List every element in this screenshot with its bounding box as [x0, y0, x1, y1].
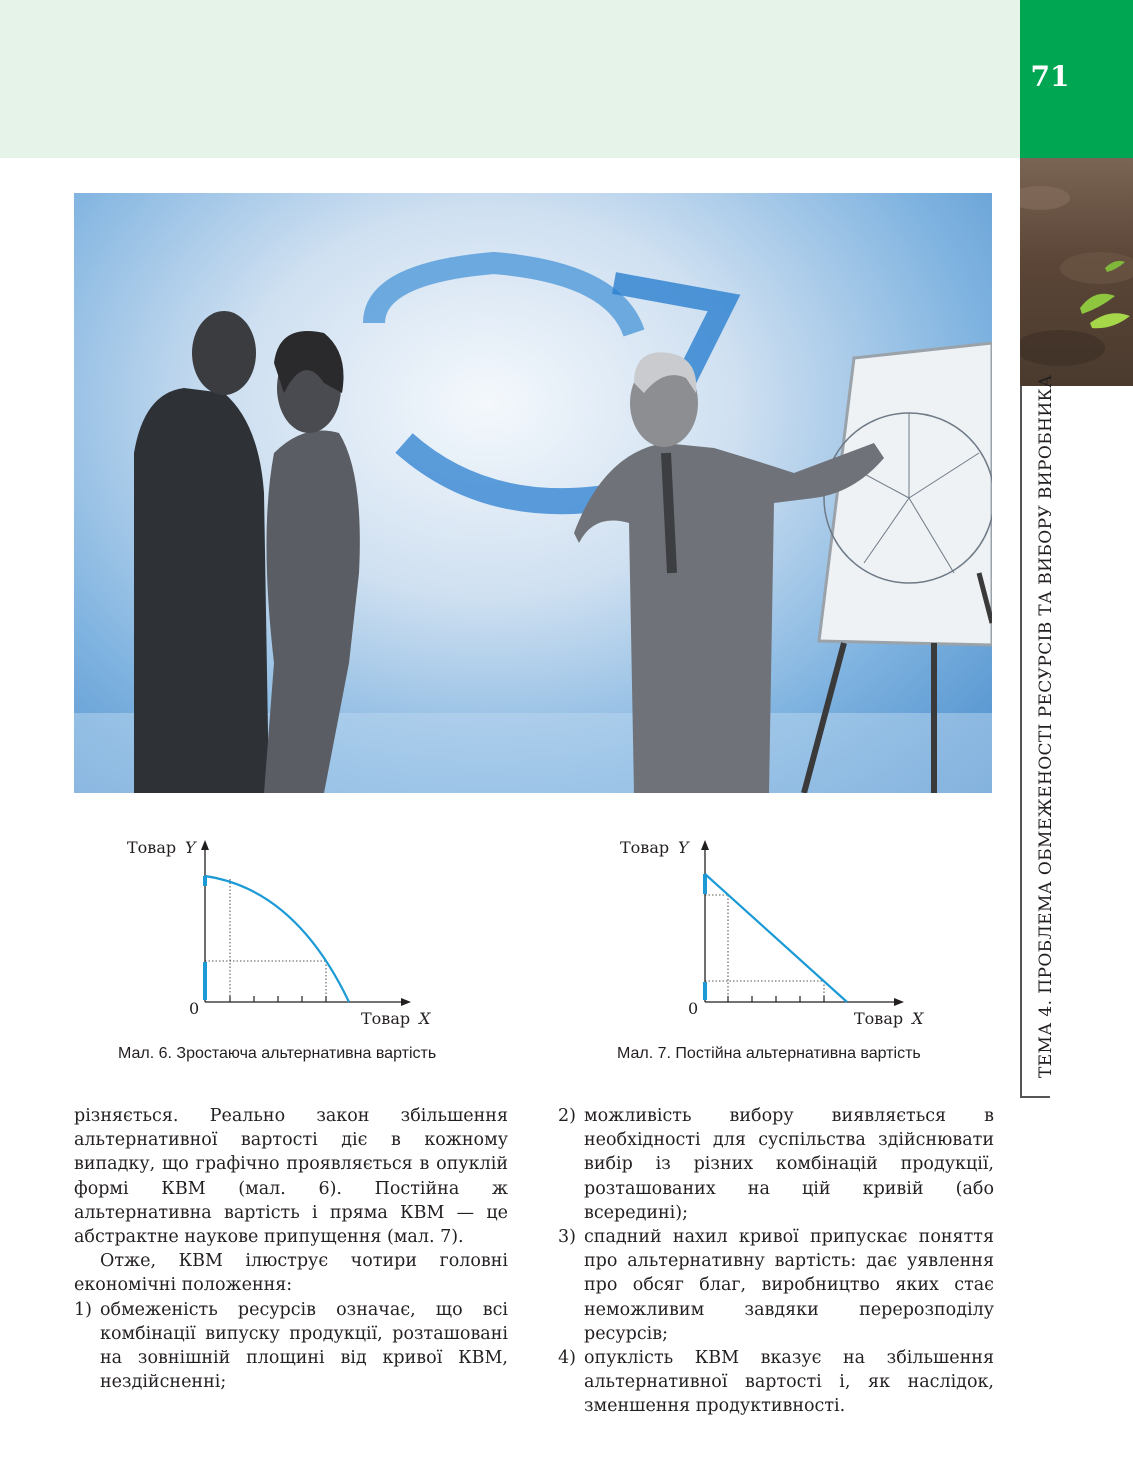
- header-band: [0, 0, 1020, 158]
- ppf-curve-concave: [205, 876, 349, 1002]
- list-item: [558, 1225, 994, 1346]
- list-number: 4): [558, 1348, 576, 1369]
- x-axis-var: X: [912, 1009, 924, 1028]
- list-item: [558, 1104, 994, 1225]
- paragraph: Отже, КВМ ілюструє чотири головні економічні положення:: [74, 1251, 508, 1296]
- y-axis-label: Товар: [620, 838, 670, 857]
- ppf-line-straight: [705, 874, 847, 1002]
- x-axis-label: Товар: [361, 1009, 411, 1028]
- list-item: [558, 1346, 994, 1419]
- figure-6-ppf-chart: [115, 834, 455, 1034]
- sidebar-rule-foot: [1020, 1096, 1050, 1098]
- soil-sprout-photo: [1020, 158, 1133, 386]
- left-column: [74, 1104, 508, 1394]
- list-number: 1): [74, 1299, 92, 1320]
- sidebar-topic: ТЕМА 4. ПРОБЛЕМА ОБМЕЖЕНОСТІ РЕСУРСІВ ТА ВИБОРУ ВИРОБНИКА: [1036, 374, 1056, 1078]
- y-axis-arrow: [701, 840, 709, 850]
- figure-7-ppf-chart: [608, 834, 948, 1034]
- y-axis-arrow: [201, 840, 209, 850]
- list-number: 2): [558, 1106, 576, 1126]
- x-axis-label: Товар: [854, 1009, 904, 1028]
- y-axis-var: Y: [678, 838, 689, 857]
- origin-label: 0: [688, 999, 699, 1018]
- list-number: 3): [558, 1227, 576, 1248]
- business-presentation-photo: [74, 193, 992, 793]
- y-axis-label: Товар: [127, 838, 177, 857]
- x-axis-arrow: [894, 998, 904, 1006]
- y-axis-var: Y: [185, 838, 196, 857]
- origin-label: 0: [189, 999, 200, 1018]
- right-column: [558, 1104, 994, 1419]
- figure-7-caption: Мал. 7. Постійна альтернативна вартість: [617, 1045, 921, 1062]
- figure-6-caption: Мал. 6. Зростаюча альтернативна вартість: [118, 1045, 437, 1062]
- list-text: опуклість КВМ вказує на збільшення альтернативної вартості і, як наслідок, зменшення продуктивності.: [584, 1348, 994, 1417]
- sidebar-rule: [1020, 386, 1022, 1098]
- x-axis-arrow: [401, 998, 411, 1006]
- list-text: спадний нахил кривої припускає поняття про альтернативну вартість: дає уявлення про обсяг благ, виробництво яких стає неможливим завдяки перерозподілу ресурсів;: [584, 1227, 994, 1344]
- paragraph: різняється. Реально закон збільшення альтернативної вартості діє в кожному випадку, що графічно проявляється в опуклій формі КВМ (мал. 6). Постійна ж альтернативна вартість і пряма КВМ — це абстрактне наукове припущення (мал. 7).: [74, 1106, 508, 1248]
- list-text: обмеженість ресурсів означає, що всі комбінації випуску продукції, розташовані на зовнішній площині від кривої КВМ, нездійсненні;: [100, 1299, 508, 1393]
- list-text: можливість вибору виявляється в необхідності для суспільства здійснювати вибір із різних комбінацій продукції, розташованих на цій кривій (або всередині);: [584, 1106, 994, 1223]
- list-item: [74, 1298, 508, 1395]
- x-axis-var: X: [419, 1009, 431, 1028]
- page-number: 71: [1030, 60, 1070, 93]
